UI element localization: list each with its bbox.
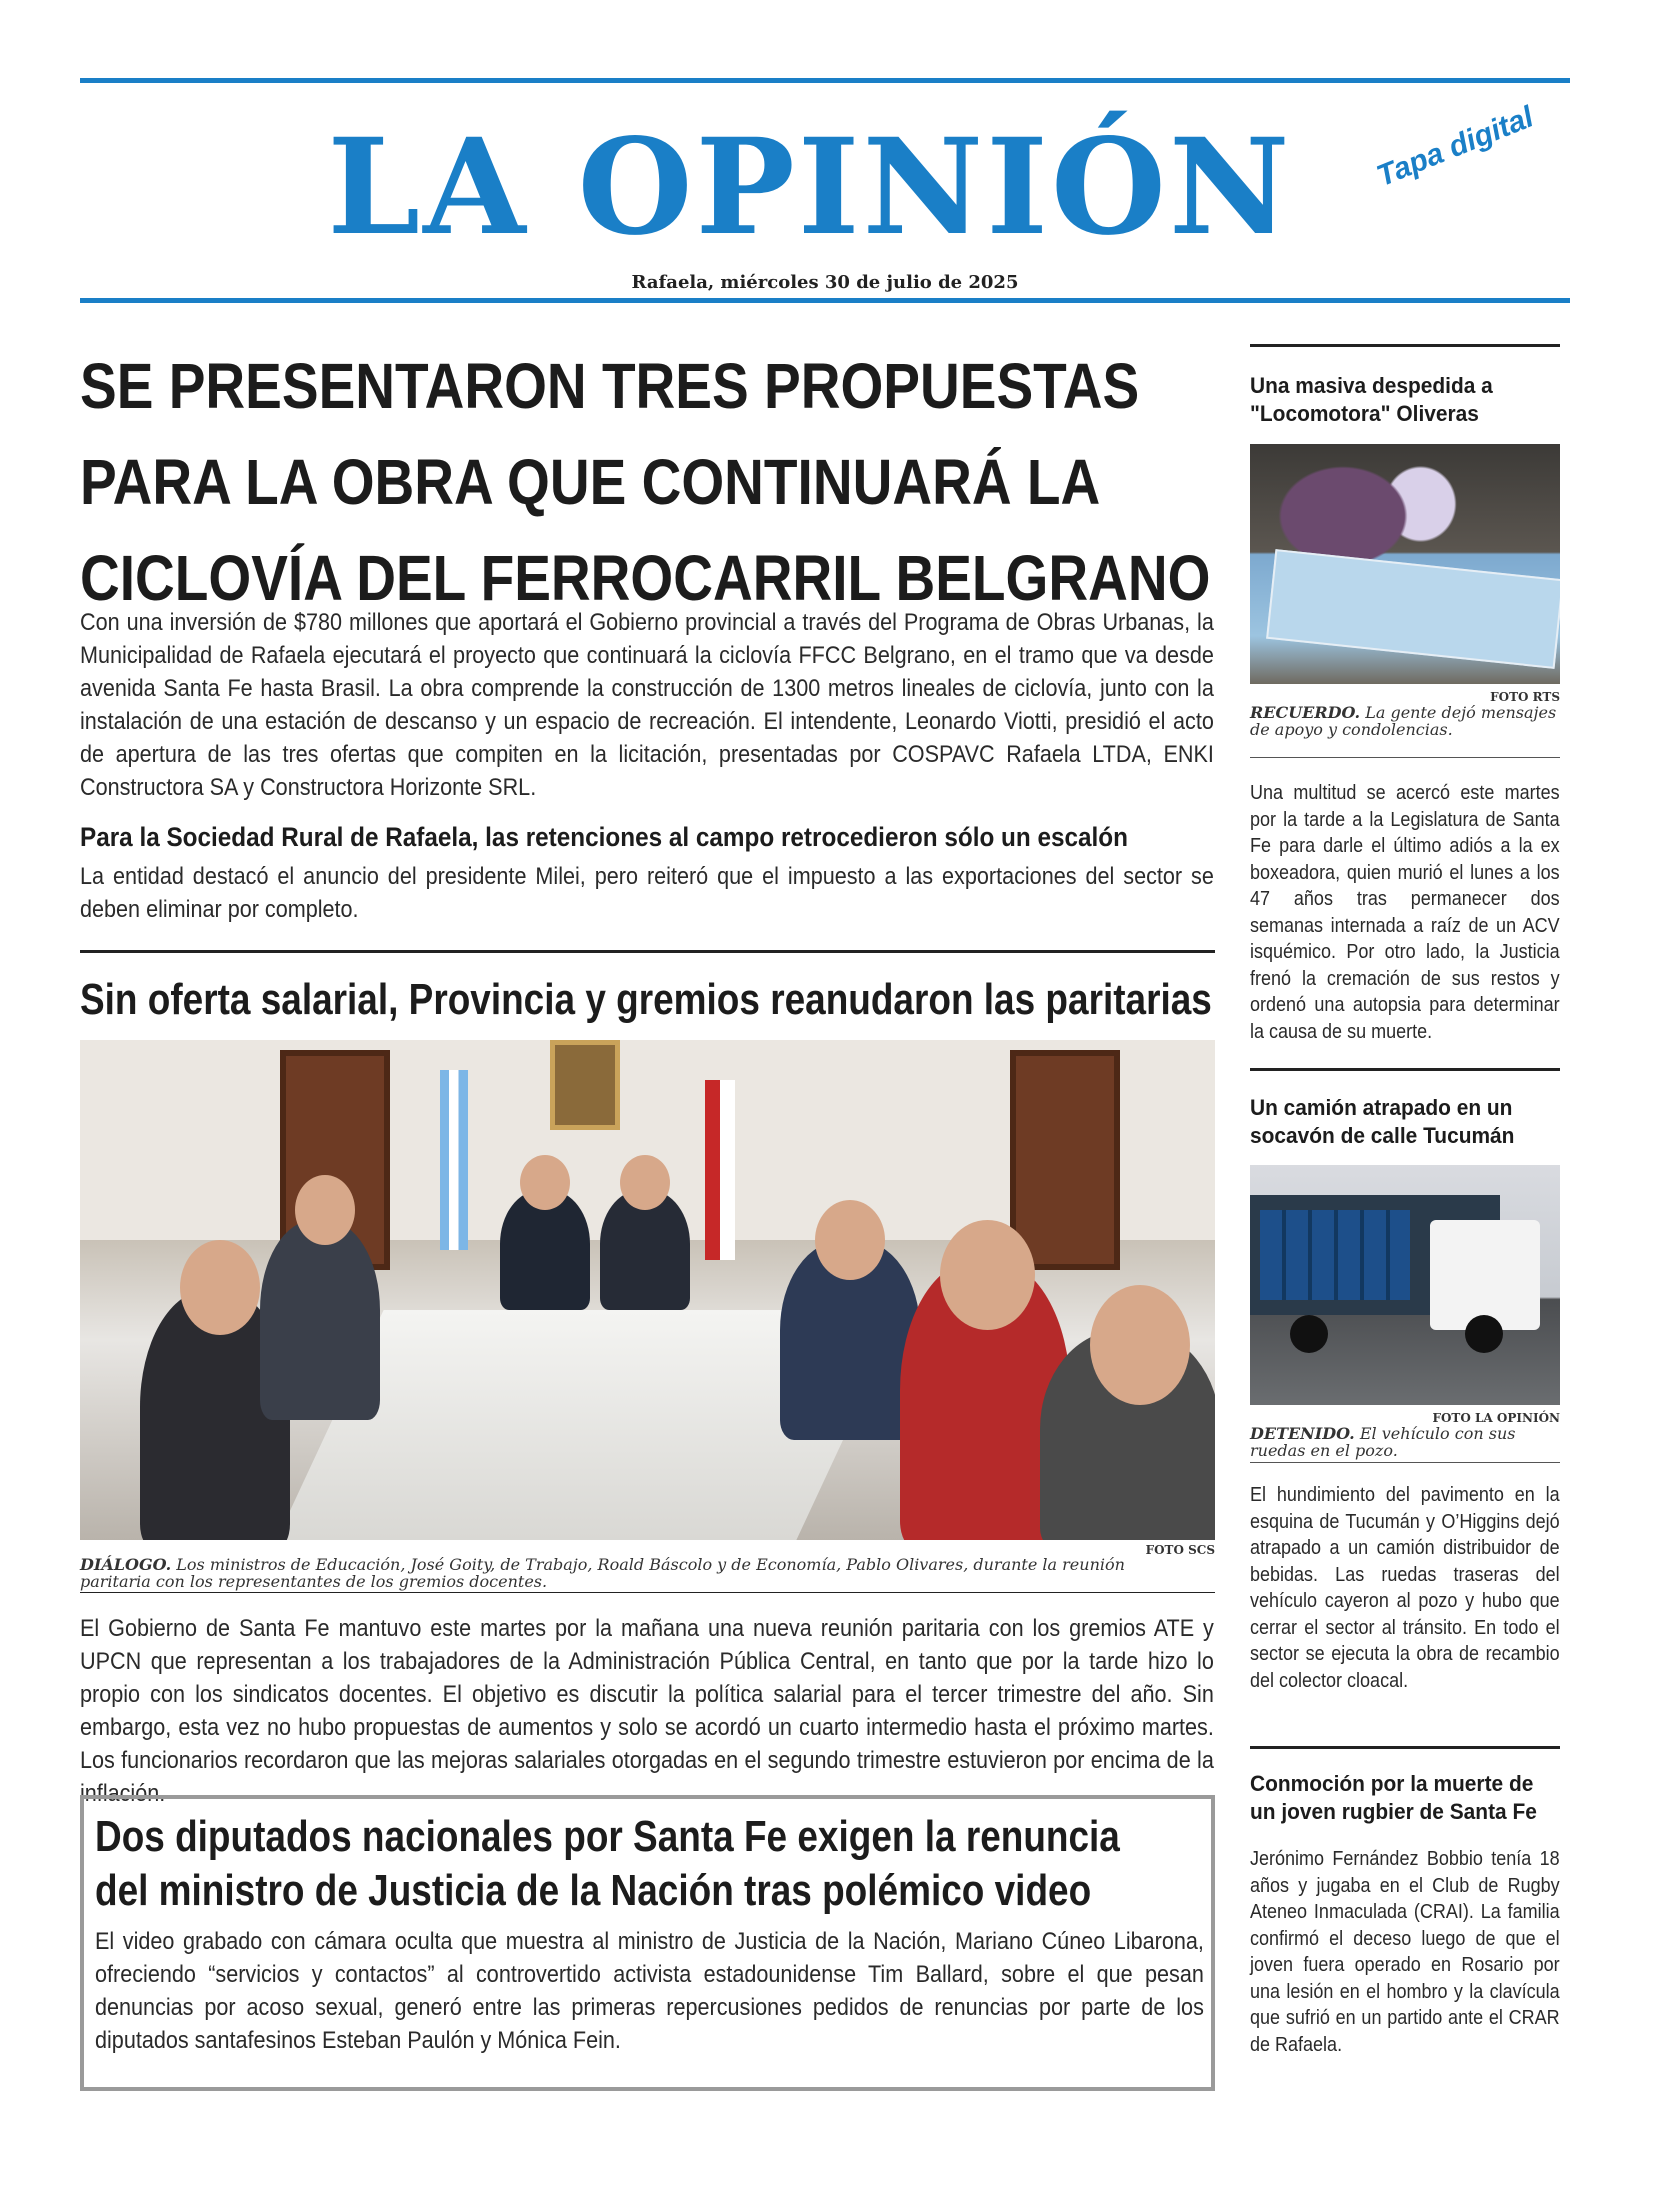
sidebar-caption-rule (1250, 757, 1560, 758)
caption-label: DETENIDO. (1250, 1424, 1355, 1443)
photo-credit: FOTO SCS (1145, 1543, 1215, 1557)
sidebar-body-text: Una multitud se acercó este martes por la tarde a la Legislatura de Santa Fe para darle el último adiós a la ex boxeadora, quien murió el lunes a los 47 años tras permanecer dos semanas internada a raíz de un ACV isquémico. Por otro lado, la Justicia frenó la cremación de sus restos y ordenó una autopsia para determinar la causa de su muerte. (1250, 782, 1560, 1043)
caption-text: El vehículo con sus ruedas en el pozo. (1250, 1424, 1516, 1460)
second-headline[interactable] (80, 822, 1215, 853)
sidebar-rule (1250, 1068, 1560, 1071)
sidebar-rule (1250, 1746, 1560, 1749)
boxed-headline-line: del ministro de Justicia de la Nación tras polémico video (95, 1866, 1092, 1915)
sidebar-headline-2[interactable] (1250, 1094, 1560, 1150)
sidebar-headline-line: Una masiva despedida a (1250, 373, 1493, 398)
sidebar-body-text: El hundimiento del pavimento en la esquina de Tucumán y O’Higgins dejó atrapado a un camión distribuidor de bebidas. Las ruedas traseras del vehículo cayeron al pozo y hubo que cerrar el sector al tránsito. En todo el sector se ejecuta la obra de recambio del colector cloacal. (1250, 1484, 1560, 1692)
sidebar-body-3 (1250, 1846, 1560, 2058)
boxed-body-text: El video grabado con cámara oculta que muestra al ministro de Justicia de la Nación, Mariano Cúneo Libarona, ofreciendo “servicios y contactos” al controvertido activista estadounidense Tim Ballard, sobre el que pesan denuncias por acoso sexual, generó entre las primeras repercusiones pedidos de renuncias por parte de los diputados santafesinos Esteban Paulón y Mónica Fein. (95, 1928, 1204, 2054)
sidebar-photo-1[interactable] (1250, 444, 1560, 684)
sidebar-body-1 (1250, 780, 1560, 1045)
section-divider (80, 950, 1215, 953)
lead-headline-line: CICLOVÍA DEL FERROCARRIL BELGRANO (80, 542, 1211, 614)
paritarias-body-text: El Gobierno de Santa Fe mantuvo este martes por la mañana una nueva reunión paritaria con los gremios ATE y UPCN que representan a los trabajadores de la Administración Pública Central, en tanto que por la tarde hizo lo propio con los sindicatos docentes. El objetivo es discutir la política salarial para el tercer trimestre del año. Sin embargo, esta vez no hubo propuestas de aumentos y solo se acordó un cuarto intermedio hasta el próximo martes. Los funcionarios recordaron que las mejoras salariales otorgadas en el segundo trimestre estuvieron por encima de la inflación. (80, 1615, 1214, 1807)
sidebar-headline-1[interactable] (1250, 372, 1560, 428)
caption-label: DIÁLOGO. (80, 1555, 172, 1574)
sidebar-caption-1 (1250, 704, 1560, 738)
second-headline-text: Para la Sociedad Rural de Rafaela, las retenciones al campo retrocedieron sólo un escalón (80, 822, 1128, 852)
caption-rule (80, 1592, 1215, 1593)
caption-label: RECUERDO. (1250, 703, 1361, 722)
sidebar-headline-line: Conmoción por la muerte de (1250, 1771, 1534, 1796)
sidebar-photo-credit-1: FOTO RTS (1490, 690, 1560, 704)
second-body (80, 860, 1215, 926)
paritarias-headline[interactable] (80, 972, 1215, 1028)
sidebar-caption-rule (1250, 1462, 1560, 1463)
sidebar-caption-2 (1250, 1425, 1560, 1459)
sidebar-headline-line: Un camión atrapado en un (1250, 1095, 1513, 1120)
sidebar-photo-2[interactable] (1250, 1165, 1560, 1405)
sidebar-headline-line: un joven rugbier de Santa Fe (1250, 1799, 1537, 1824)
dateline: Rafaela, miércoles 30 de julio de 2025 (631, 272, 1019, 293)
tapa-digital-tag: Tapa digital (1372, 100, 1539, 194)
boxed-body (95, 1925, 1205, 2057)
photo-caption (80, 1556, 1170, 1590)
boxed-headline-line: Dos diputados nacionales por Santa Fe exigen la renuncia (95, 1812, 1120, 1861)
lead-body-text: Con una inversión de $780 millones que aportará el Gobierno provincial a través del Programa de Obras Urbanas, la Municipalidad de Rafaela ejecutará el proyecto que continuará la ciclovía FFCC Belgrano, en el tramo que va desde avenida Santa Fe hasta Brasil. La obra comprende la construcción de 1300 metros lineales de ciclovía, junto con la instalación de una estación de descanso y un espacio de recreación. El intendente, Leonardo Viotti, presidió el acto de apertura de las tres ofertas que compiten en la licitación, presentadas por COSPAVC Rafaela LTDA, ENKI Constructora SA y Constructora Horizonte SRL. (80, 609, 1214, 801)
second-body-text: La entidad destacó el anuncio del presidente Milei, pero reiteró que el impuesto a las exportaciones del sector se deben eliminar por completo. (80, 863, 1214, 923)
newspaper-logo[interactable]: LA OPINIÓN (327, 110, 1293, 265)
lead-headline-line: PARA LA OBRA QUE CONTINUARÁ LA (80, 446, 1101, 518)
sidebar-headline-3[interactable] (1250, 1770, 1560, 1826)
masthead-bottom-rule (80, 298, 1570, 303)
sidebar-body-2 (1250, 1482, 1560, 1694)
boxed-headline[interactable] (95, 1810, 1205, 1918)
sidebar-headline-line: socavón de calle Tucumán (1250, 1123, 1515, 1148)
masthead (80, 108, 1570, 268)
sidebar-photo-credit-2: FOTO LA OPINIÓN (1432, 1411, 1560, 1425)
lead-headline-line: SE PRESENTARON TRES PROPUESTAS (80, 350, 1140, 422)
caption-text: La gente dejó mensajes de apoyo y condolencias. (1250, 703, 1557, 739)
paritarias-body (80, 1612, 1215, 1810)
paritarias-photo[interactable] (80, 1040, 1215, 1540)
sidebar-headline-line: "Locomotora" Oliveras (1250, 401, 1479, 426)
top-rule (80, 78, 1570, 83)
lead-body (80, 606, 1215, 804)
sidebar-body-text: Jerónimo Fernández Bobbio tenía 18 años y jugaba en el Club de Rugby Ateneo Inmaculada (CRAI). La familia confirmó el deceso luego de que el joven fuera operado en Rosario por una lesión en el hombro y la clavícula que sufrió en un partido ante el CRAR de Rafaela. (1250, 1848, 1560, 2056)
lead-headline[interactable] (80, 338, 1215, 626)
caption-text: Los ministros de Educación, José Goity, de Trabajo, Roald Báscolo y de Economía, Pablo Olivares, durante la reunión paritaria con los representantes de los gremios docentes. (80, 1555, 1125, 1591)
sidebar-rule (1250, 344, 1560, 347)
paritarias-headline-text: Sin oferta salarial, Provincia y gremios reanudaron las paritarias (80, 975, 1212, 1024)
